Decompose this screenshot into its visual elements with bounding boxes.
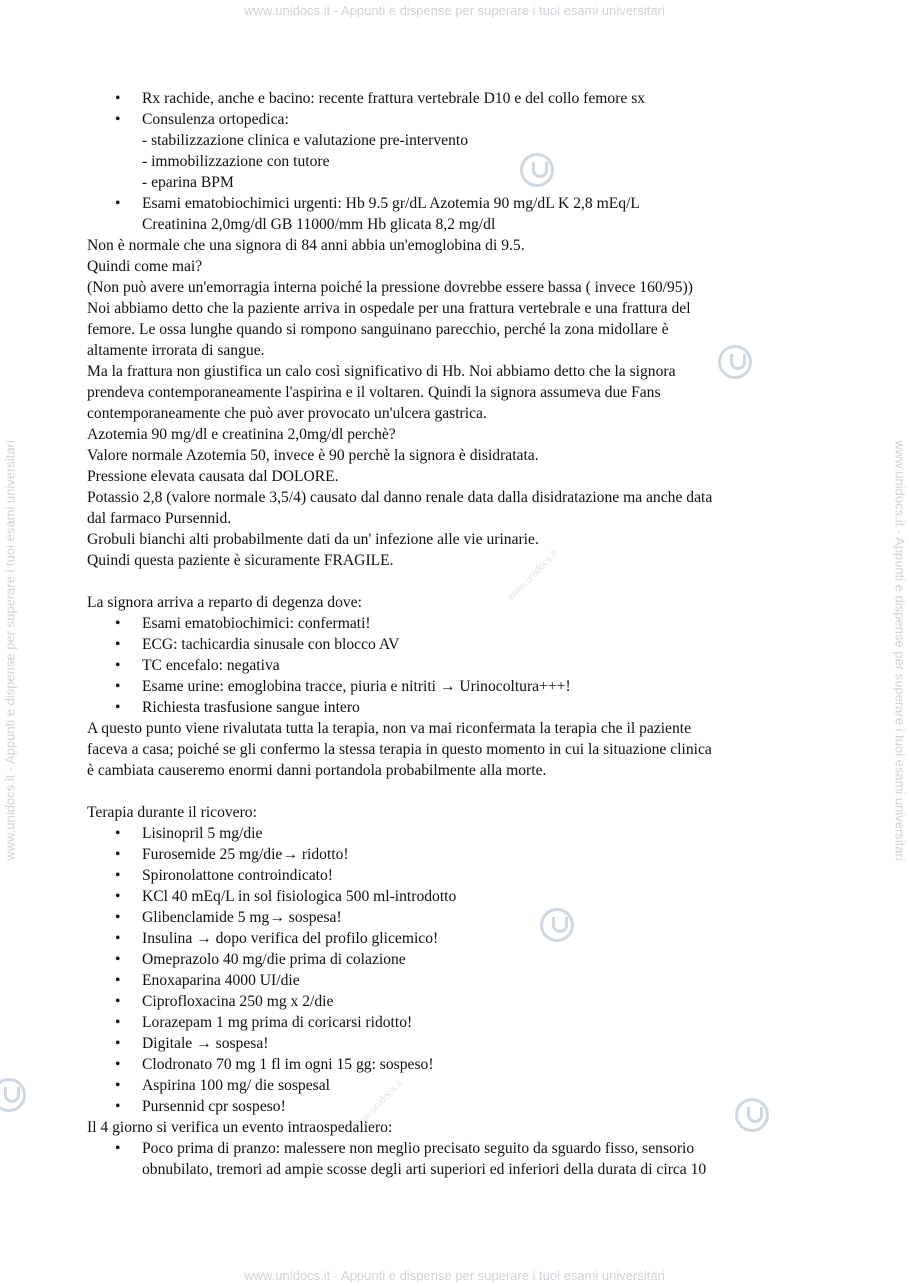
text-line: Quindi come mai? [87, 258, 203, 275]
text-line: Non è normale che una signora di 84 anni abbia un'emoglobina di 9.5. [87, 237, 525, 254]
bullet-item: • Spironolattone controindicato! [87, 865, 837, 886]
text-line: La signora arriva a reparto di degenza dove: [87, 594, 362, 611]
bullet-item: • TC encefalo: negativa [87, 655, 837, 676]
text-line: Pressione elevata causata dal DOLORE. [87, 468, 339, 485]
bullet-item: • Enoxaparina 4000 UI/die [87, 970, 837, 991]
bullet-item: • Consulenza ortopedica: [87, 109, 837, 130]
bullet-item: • Aspirina 100 mg/ die sospesal [87, 1075, 837, 1096]
text-line: Potassio 2,8 (valore normale 3,5/4) causato dal danno renale data dalla disidratazione ma anche data [87, 489, 713, 506]
bullet-item: • Furosemide 25 mg/die→ ridotto! [87, 844, 837, 865]
text-line: Ma la frattura non giustifica un calo così significativo di Hb. Noi abbiamo detto che la signora [87, 363, 676, 380]
text-line: - immobilizzazione con tutore [142, 153, 330, 170]
text-line: prendeva contemporaneamente l'aspirina e il voltaren. Quindi la signora assumeva due Fans [87, 384, 661, 401]
text-line: è cambiata causeremo enormi danni portandola probabilmente alla morte. [87, 762, 547, 779]
text-line: - stabilizzazione clinica e valutazione pre-intervento [142, 132, 469, 149]
right-side-watermark: www.unidocs.it - Appunti e dispense per superare i tuoi esami universitari [892, 440, 908, 861]
bullet-item: • Digitale → sospesa! [87, 1033, 837, 1054]
text-line: faceva a casa; poiché se gli confermo la stessa terapia in questo momento in cui la situazione clinica [87, 741, 712, 758]
bullet-item: • KCl 40 mEq/L in sol fisiologica 500 ml-introdotto [87, 886, 837, 907]
text-line: altamente irrorata di sangue. [87, 342, 265, 359]
bullet-item: • Clodronato 70 mg 1 fl im ogni 15 gg: sospeso! [87, 1054, 837, 1075]
bullet-item: • Esami ematobiochimici urgenti: Hb 9.5 gr/dL Azotemia 90 mg/dL K 2,8 mEq/L [87, 193, 837, 214]
watermark-logo-icon [0, 1078, 26, 1112]
bullet-item: • Pursennid cpr sospeso! [87, 1096, 837, 1117]
diagonal-watermark: www.unidocs.it [505, 548, 561, 603]
bullet-item: • ECG: tachicardia sinusale con blocco AV [87, 634, 837, 655]
blank-line [87, 781, 837, 802]
document-body [87, 88, 837, 1180]
bullet-item: • Poco prima di pranzo: malessere non meglio precisato seguito da sguardo fisso, sensorio [87, 1138, 837, 1159]
header-watermark: www.unidocs.it - Appunti e dispense per superare i tuoi esami universitari [244, 3, 665, 18]
left-side-watermark: www.unidocs.it - Appunti e dispense per superare i tuoi esami universitari [2, 440, 18, 861]
text-line: Grobuli bianchi alti probabilmente dati da un' infezione alle vie urinarie. [87, 531, 539, 548]
bullet-item: • Lorazepam 1 mg prima di coricarsi ridotto! [87, 1012, 837, 1033]
blank-line [87, 571, 837, 592]
text-line: Terapia durante il ricovero: [87, 804, 257, 821]
bullet-item: • Lisinopril 5 mg/die [87, 823, 837, 844]
bullet-item: • Ciprofloxacina 250 mg x 2/die [87, 991, 837, 1012]
text-line: - eparina BPM [142, 174, 234, 191]
bullet-item: • Rx rachide, anche e bacino: recente frattura vertebrale D10 e del collo femore sx [87, 88, 837, 109]
text-line: Creatinina 2,0mg/dl GB 11000/mm Hb glicata 8,2 mg/dl [142, 216, 496, 233]
text-line: Noi abbiamo detto che la paziente arriva in ospedale per una frattura vertebrale e una frattura del [87, 300, 691, 317]
text-line: A questo punto viene rivalutata tutta la terapia, non va mai riconfermata la terapia che il paziente [87, 720, 692, 737]
text-line: dal farmaco Pursennid. [87, 510, 232, 527]
text-line: contemporaneamente che può aver provocato un'ulcera gastrica. [87, 405, 487, 422]
bullet-item: • Glibenclamide 5 mg→ sospesa! [87, 907, 837, 928]
bullet-item: • Esame urine: emoglobina tracce, piuria e nitriti → Urinocoltura+++! [87, 676, 837, 697]
text-line: (Non può avere un'emorragia interna poiché la pressione dovrebbe essere bassa ( invece 160/95)) [87, 279, 693, 296]
text-line: Il 4 giorno si verifica un evento intraospedaliero: [87, 1119, 393, 1136]
bullet-item: • Insulina → dopo verifica del profilo glicemico! [87, 928, 837, 949]
footer-watermark: www.unidocs.it - Appunti e dispense per superare i tuoi esami universitari [244, 1268, 665, 1283]
bullet-item: • Richiesta trasfusione sangue intero [87, 697, 837, 718]
text-line: Quindi questa paziente è sicuramente FRAGILE. [87, 552, 394, 569]
text-line: Azotemia 90 mg/dl e creatinina 2,0mg/dl perchè? [87, 426, 396, 443]
text-line: obnubilato, tremori ad ampie scosse degli arti superiori ed inferiori della durata di circa 10 [142, 1161, 707, 1178]
text-line: femore. Le ossa lunghe quando si rompono sanguinano parecchio, perché la zona midollare è [87, 321, 669, 338]
bullet-item: • Omeprazolo 40 mg/die prima di colazione [87, 949, 837, 970]
diagonal-watermark: www.unidocs.it [350, 1078, 406, 1133]
bullet-item: • Esami ematobiochimici: confermati! [87, 613, 837, 634]
text-line: Valore normale Azotemia 50, invece è 90 perchè la signora è disidratata. [87, 447, 539, 464]
